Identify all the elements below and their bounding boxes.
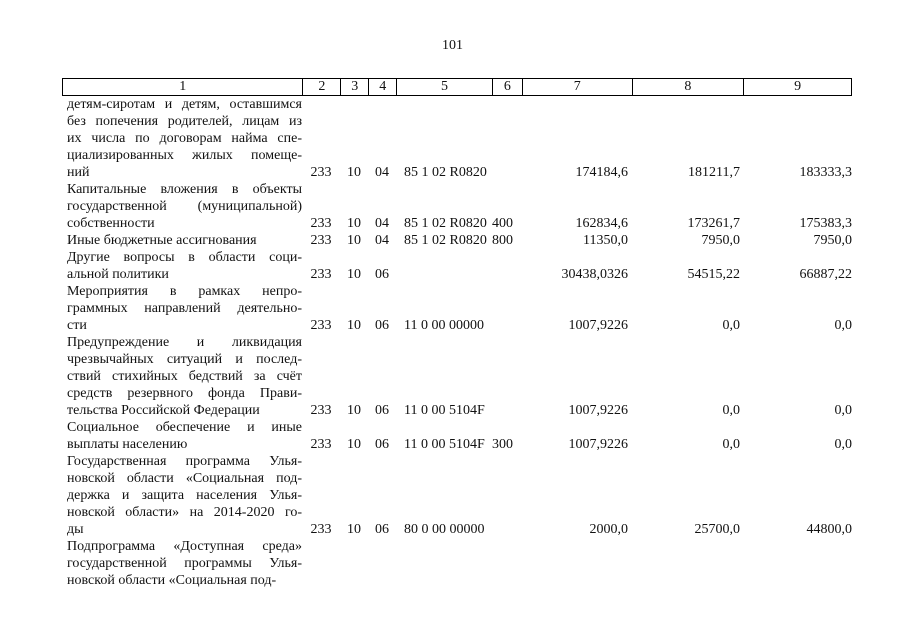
cell-col-4: 04 bbox=[375, 216, 389, 231]
cell-col-4: 06 bbox=[375, 437, 389, 452]
row-description bbox=[62, 249, 302, 283]
budget-table bbox=[62, 78, 852, 589]
description-line: государственной программы Улья- bbox=[67, 556, 302, 571]
header-col-1: 1 bbox=[179, 79, 187, 94]
description-line: Мероприятия в рамках непро- bbox=[67, 284, 302, 299]
header-col-2: 2 bbox=[302, 79, 340, 95]
cell-col-9: 183333,3 bbox=[799, 165, 852, 180]
description-line: Другие вопросы в области соци- bbox=[67, 250, 302, 265]
cell-col-4: 04 bbox=[375, 233, 389, 248]
description-line: ды bbox=[67, 522, 84, 537]
table-row bbox=[62, 181, 852, 232]
row-description bbox=[62, 419, 302, 453]
cell-col-2: 233 bbox=[310, 318, 332, 333]
cell-col-8: 0,0 bbox=[722, 437, 740, 452]
cell-col-4: 06 bbox=[375, 318, 389, 333]
cell-col-4: 06 bbox=[375, 403, 389, 418]
row-description bbox=[62, 453, 302, 538]
cell-col-6: 300 bbox=[492, 437, 513, 452]
cell-col-3: 10 bbox=[347, 165, 361, 180]
cell-col-5: 11 0 00 00000 bbox=[404, 318, 484, 333]
description-line: новской области «Социальная под- bbox=[67, 573, 277, 588]
cell-col-5: 80 0 00 00000 bbox=[404, 522, 485, 537]
cell-col-8: 25700,0 bbox=[694, 522, 740, 537]
cell-col-7: 174184,6 bbox=[575, 165, 628, 180]
cell-col-2: 233 bbox=[310, 267, 332, 282]
cell-col-2: 233 bbox=[310, 233, 332, 248]
cell-col-8: 173261,7 bbox=[687, 216, 740, 231]
description-line: Иные бюджетные ассигнования bbox=[67, 233, 257, 248]
table-row bbox=[62, 419, 852, 453]
cell-col-2: 233 bbox=[310, 216, 332, 231]
table-row bbox=[62, 453, 852, 538]
table-row bbox=[62, 249, 852, 283]
cell-col-5: 85 1 02 R0820 bbox=[404, 233, 487, 248]
cell-col-3: 10 bbox=[347, 233, 361, 248]
header-col-5: 5 bbox=[396, 79, 492, 95]
row-description bbox=[62, 96, 302, 181]
cell-col-5: 11 0 00 5104F bbox=[404, 437, 485, 452]
table-row bbox=[62, 334, 852, 419]
cell-col-9: 44800,0 bbox=[806, 522, 852, 537]
description-line: выплаты населению bbox=[67, 437, 188, 452]
description-line: тельства Российской Федерации bbox=[67, 403, 260, 418]
cell-col-8: 181211,7 bbox=[688, 165, 740, 180]
table-row bbox=[62, 96, 852, 181]
cell-col-3: 10 bbox=[347, 522, 361, 537]
cell-col-9: 0,0 bbox=[834, 403, 852, 418]
row-description bbox=[62, 334, 302, 419]
description-line: держка и защита населения Улья- bbox=[67, 488, 302, 503]
description-line: альной политики bbox=[67, 267, 169, 282]
row-description bbox=[62, 181, 302, 232]
table-row bbox=[62, 283, 852, 334]
header-col-6: 6 bbox=[492, 79, 522, 95]
cell-col-5: 85 1 02 R0820 bbox=[404, 165, 487, 180]
page-number: 101 bbox=[442, 38, 463, 53]
cell-col-2: 233 bbox=[310, 403, 332, 418]
header-col-3: 3 bbox=[340, 79, 368, 95]
row-description bbox=[62, 283, 302, 334]
cell-col-4: 06 bbox=[375, 522, 389, 537]
cell-col-7: 11350,0 bbox=[583, 233, 628, 248]
description-line: Предупреждение и ликвидация bbox=[67, 335, 302, 350]
table-row bbox=[62, 232, 852, 249]
description-line: сти bbox=[67, 318, 87, 333]
cell-col-7: 162834,6 bbox=[575, 216, 628, 231]
description-line: новской области» на 2014-2020 го- bbox=[67, 505, 302, 520]
table-header-row bbox=[62, 78, 852, 96]
cell-col-3: 10 bbox=[347, 403, 361, 418]
description-line: Подпрограмма «Доступная среда» bbox=[67, 539, 302, 554]
cell-col-2: 233 bbox=[310, 437, 332, 452]
header-col-4: 4 bbox=[368, 79, 396, 95]
cell-col-7: 1007,9226 bbox=[568, 318, 628, 333]
description-line: чрезвычайных ситуаций и послед- bbox=[67, 352, 302, 367]
cell-col-8: 0,0 bbox=[722, 318, 740, 333]
description-line: собственности bbox=[67, 216, 155, 231]
cell-col-3: 10 bbox=[347, 216, 361, 231]
description-line: Капитальные вложения в объекты bbox=[67, 182, 302, 197]
cell-col-9: 175383,3 bbox=[799, 216, 852, 231]
description-line: ний bbox=[67, 165, 90, 180]
cell-col-9: 0,0 bbox=[834, 437, 852, 452]
cell-col-5: 11 0 00 5104F bbox=[404, 403, 485, 418]
description-line: граммных направлений деятельно- bbox=[67, 301, 302, 316]
cell-col-9: 0,0 bbox=[834, 318, 852, 333]
cell-col-8: 0,0 bbox=[722, 403, 740, 418]
description-line: без попечения родителей, лицам из bbox=[67, 114, 302, 129]
cell-col-2: 233 bbox=[310, 522, 332, 537]
description-line: Социальное обеспечение и иные bbox=[67, 420, 302, 435]
row-description bbox=[62, 232, 302, 249]
cell-col-7: 30438,0326 bbox=[561, 267, 628, 282]
description-line: циализированных жилых помеще- bbox=[67, 148, 302, 163]
description-line: государственной (муниципальной) bbox=[67, 199, 302, 214]
cell-col-4: 06 bbox=[375, 267, 389, 282]
cell-col-7: 1007,9226 bbox=[568, 437, 628, 452]
table-row bbox=[62, 538, 852, 589]
cell-col-6: 400 bbox=[492, 216, 513, 231]
table-body bbox=[62, 96, 852, 589]
description-line: средств резервного фонда Прави- bbox=[67, 386, 302, 401]
cell-col-2: 233 bbox=[310, 165, 332, 180]
row-description bbox=[62, 538, 302, 589]
cell-col-9: 66887,22 bbox=[799, 267, 852, 282]
cell-col-7: 2000,0 bbox=[589, 522, 628, 537]
description-line: новской области «Социальная под- bbox=[67, 471, 302, 486]
header-col-7: 7 bbox=[522, 79, 632, 95]
cell-col-8: 7950,0 bbox=[701, 233, 740, 248]
cell-col-9: 7950,0 bbox=[813, 233, 852, 248]
cell-col-8: 54515,22 bbox=[687, 267, 740, 282]
cell-col-3: 10 bbox=[347, 318, 361, 333]
header-col-8: 8 bbox=[632, 79, 744, 95]
description-line: их числа по договорам найма спе- bbox=[67, 131, 302, 146]
cell-col-3: 10 bbox=[347, 267, 361, 282]
description-line: ствий стихийных бедствий за счёт bbox=[67, 369, 302, 384]
header-col-9: 9 bbox=[743, 79, 851, 95]
cell-col-3: 10 bbox=[347, 437, 361, 452]
description-line: детям-сиротам и детям, оставшимся bbox=[67, 97, 302, 112]
cell-col-5: 85 1 02 R0820 bbox=[404, 216, 487, 231]
description-line: Государственная программа Улья- bbox=[67, 454, 302, 469]
cell-col-6: 800 bbox=[492, 233, 513, 248]
cell-col-4: 04 bbox=[375, 165, 389, 180]
cell-col-7: 1007,9226 bbox=[568, 403, 628, 418]
